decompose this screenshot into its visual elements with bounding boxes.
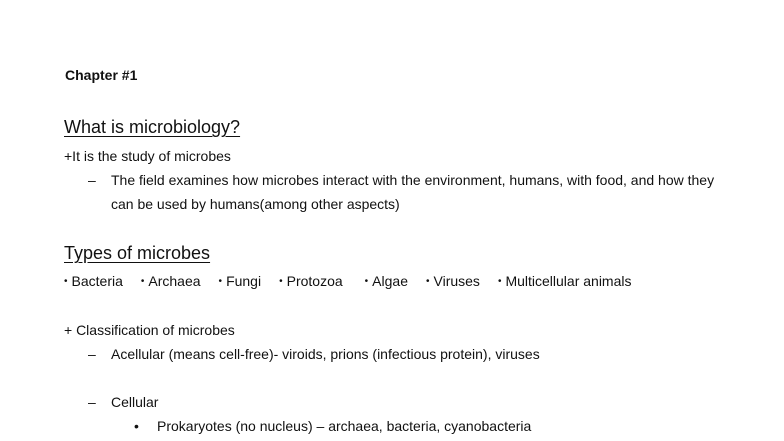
dash-marker: – — [88, 394, 96, 410]
chapter-title: Chapter #1 — [65, 67, 138, 83]
type-item-multicellular-animals: • Multicellular animals — [497, 273, 632, 289]
point-line-1: The field examines how microbes interact with the environment, humans, with food, and how they — [111, 172, 715, 188]
bullet-icon: • — [134, 418, 139, 434]
dash-marker: – — [88, 172, 96, 188]
type-item-fungi: • Fungi — [218, 273, 262, 289]
intro-line: +It is the study of microbes — [64, 148, 231, 164]
classification-title: + Classification of microbes — [64, 322, 235, 338]
bullet-icon: • — [140, 276, 145, 287]
point-line-2: can be used by humans(among other aspects) — [111, 196, 400, 212]
bullet-icon: • — [218, 276, 223, 287]
dash-marker: – — [88, 346, 96, 362]
prokaryotes-line: Prokaryotes (no nucleus) – archaea, bacteria, cyanobacteria — [157, 418, 532, 434]
type-item-algae: • Algae — [364, 273, 408, 289]
type-item-archaea: • Archaea — [140, 273, 201, 289]
bullet-icon: • — [64, 276, 68, 287]
section-heading-types: Types of microbes — [64, 243, 211, 263]
types-list — [64, 273, 650, 289]
type-item-bacteria: • Bacteria — [64, 273, 123, 289]
cellular-line: Cellular — [111, 394, 159, 410]
bullet-icon: • — [364, 276, 369, 287]
bullet-icon: • — [497, 276, 502, 287]
type-item-viruses: • Viruses — [425, 273, 480, 289]
bullet-icon: • — [425, 276, 430, 287]
section-heading-microbiology: What is microbiology? — [64, 117, 241, 137]
acellular-line: Acellular (means cell-free)- viroids, prions (infectious protein), viruses — [111, 346, 540, 362]
bullet-icon: • — [279, 276, 283, 287]
type-item-protozoa: • Protozoa — [279, 273, 343, 289]
